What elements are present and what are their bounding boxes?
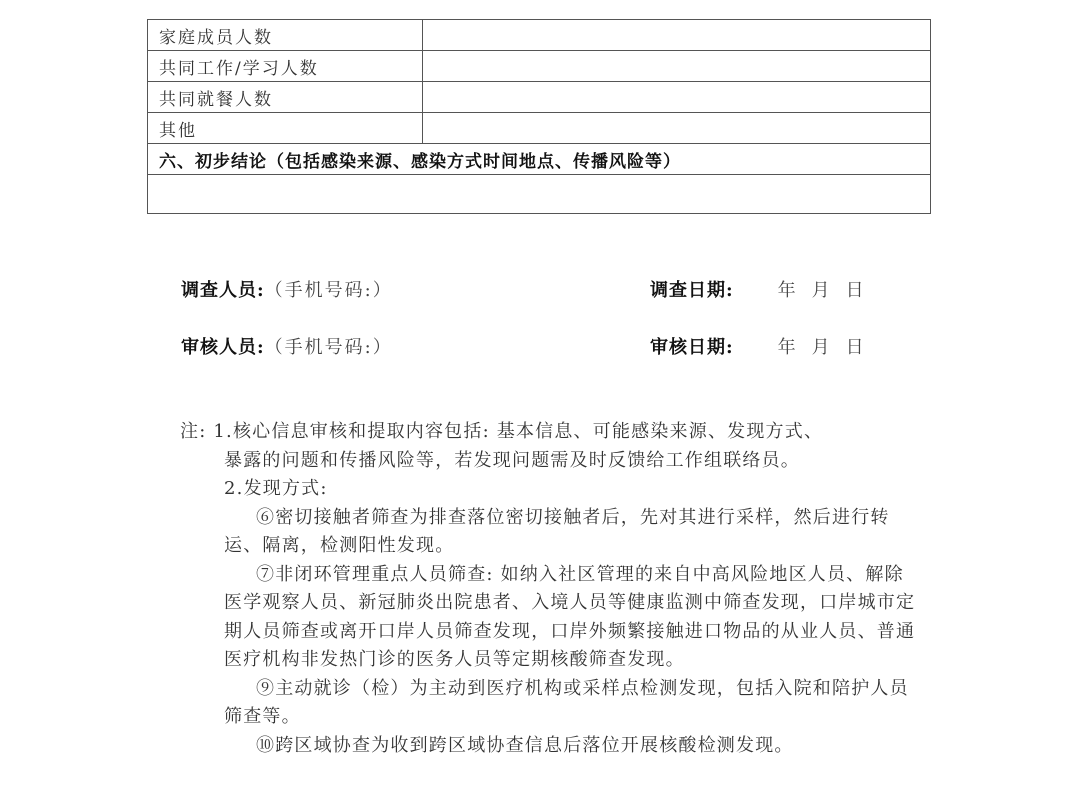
- reviewer-block: [181, 333, 393, 359]
- table-row-section-heading: [148, 144, 931, 175]
- month-label: 月: [811, 337, 830, 358]
- note-item-1-line-1: 注: 1.核心信息审核和提取内容包括: 基本信息、可能感染来源、发现方式、: [180, 421, 824, 442]
- discovery-method-9: ⑨主动就诊（检）为主动到医疗机构或采样点检测发现，包括入院和陪护人员筛查等。: [224, 677, 909, 727]
- table-row-section-body: [148, 175, 931, 214]
- notes-section: [180, 418, 920, 760]
- row-value-co-diners[interactable]: [423, 82, 931, 113]
- preliminary-conclusion-field[interactable]: [148, 175, 931, 214]
- investigator-block: [181, 276, 393, 302]
- reviewer-label: 审核人员:: [181, 337, 265, 358]
- day-label: 日: [845, 280, 864, 301]
- note-item-1-line-2: 暴露的问题和传播风险等，若发现问题需及时反馈给工作组联络员。: [224, 449, 800, 471]
- day-label: 日: [845, 337, 864, 358]
- year-label: 年: [777, 280, 796, 301]
- row-label-coworkers: 共同工作/学习人数: [148, 51, 423, 82]
- investigation-date-field[interactable]: [778, 276, 880, 302]
- year-label: 年: [777, 337, 796, 358]
- review-date-block: [650, 333, 880, 359]
- table-row: [148, 113, 931, 144]
- reviewer-phone-label: （手机号码:）: [264, 337, 393, 358]
- investigator-label: 调查人员:: [181, 280, 265, 301]
- discovery-method-7: ⑦非闭环管理重点人员筛查: 如纳入社区管理的来自中高风险地区人员、解除医学观察人员、新冠肺炎出院患者、入境人员等健康监测中筛查发现，口岸城市定期人员筛查或离开口岸人员筛查发现，口岸外频繁接触进口物品的从业人员、普通医疗机构非发热门诊的医务人员等定期核酸筛查发现。: [224, 563, 916, 670]
- review-date-field[interactable]: [778, 333, 880, 359]
- section-heading-preliminary-conclusion: 六、初步结论（包括感染来源、感染方式时间地点、传播风险等）: [148, 144, 931, 175]
- table-row: [148, 20, 931, 51]
- row-label-family-members: 家庭成员人数: [148, 20, 423, 51]
- row-value-coworkers[interactable]: [423, 51, 931, 82]
- row-label-co-diners: 共同就餐人数: [148, 82, 423, 113]
- investigation-date-block: [650, 276, 880, 302]
- investigator-phone-label: （手机号码:）: [264, 280, 393, 301]
- month-label: 月: [811, 280, 830, 301]
- review-date-label: 审核日期:: [650, 337, 734, 358]
- table-row: [148, 82, 931, 113]
- investigation-date-label: 调查日期:: [650, 280, 734, 301]
- discovery-method-6: ⑥密切接触者筛查为排查落位密切接触者后，先对其进行采样，然后进行转运、隔离，检测阳性发现。: [224, 506, 890, 556]
- notes-prefix: 注:: [180, 421, 207, 442]
- investigator-signature-row: [181, 276, 901, 306]
- row-label-other: 其他: [148, 113, 423, 144]
- reviewer-signature-row: [181, 333, 901, 363]
- row-value-family-members[interactable]: [423, 20, 931, 51]
- row-value-other[interactable]: [423, 113, 931, 144]
- contact-count-table: [147, 19, 931, 214]
- discovery-method-10: ⑩跨区域协查为收到跨区域协查信息后落位开展核酸检测发现。: [256, 734, 794, 756]
- table-row: [148, 51, 931, 82]
- note-item-2-title: 2.发现方式:: [224, 478, 328, 499]
